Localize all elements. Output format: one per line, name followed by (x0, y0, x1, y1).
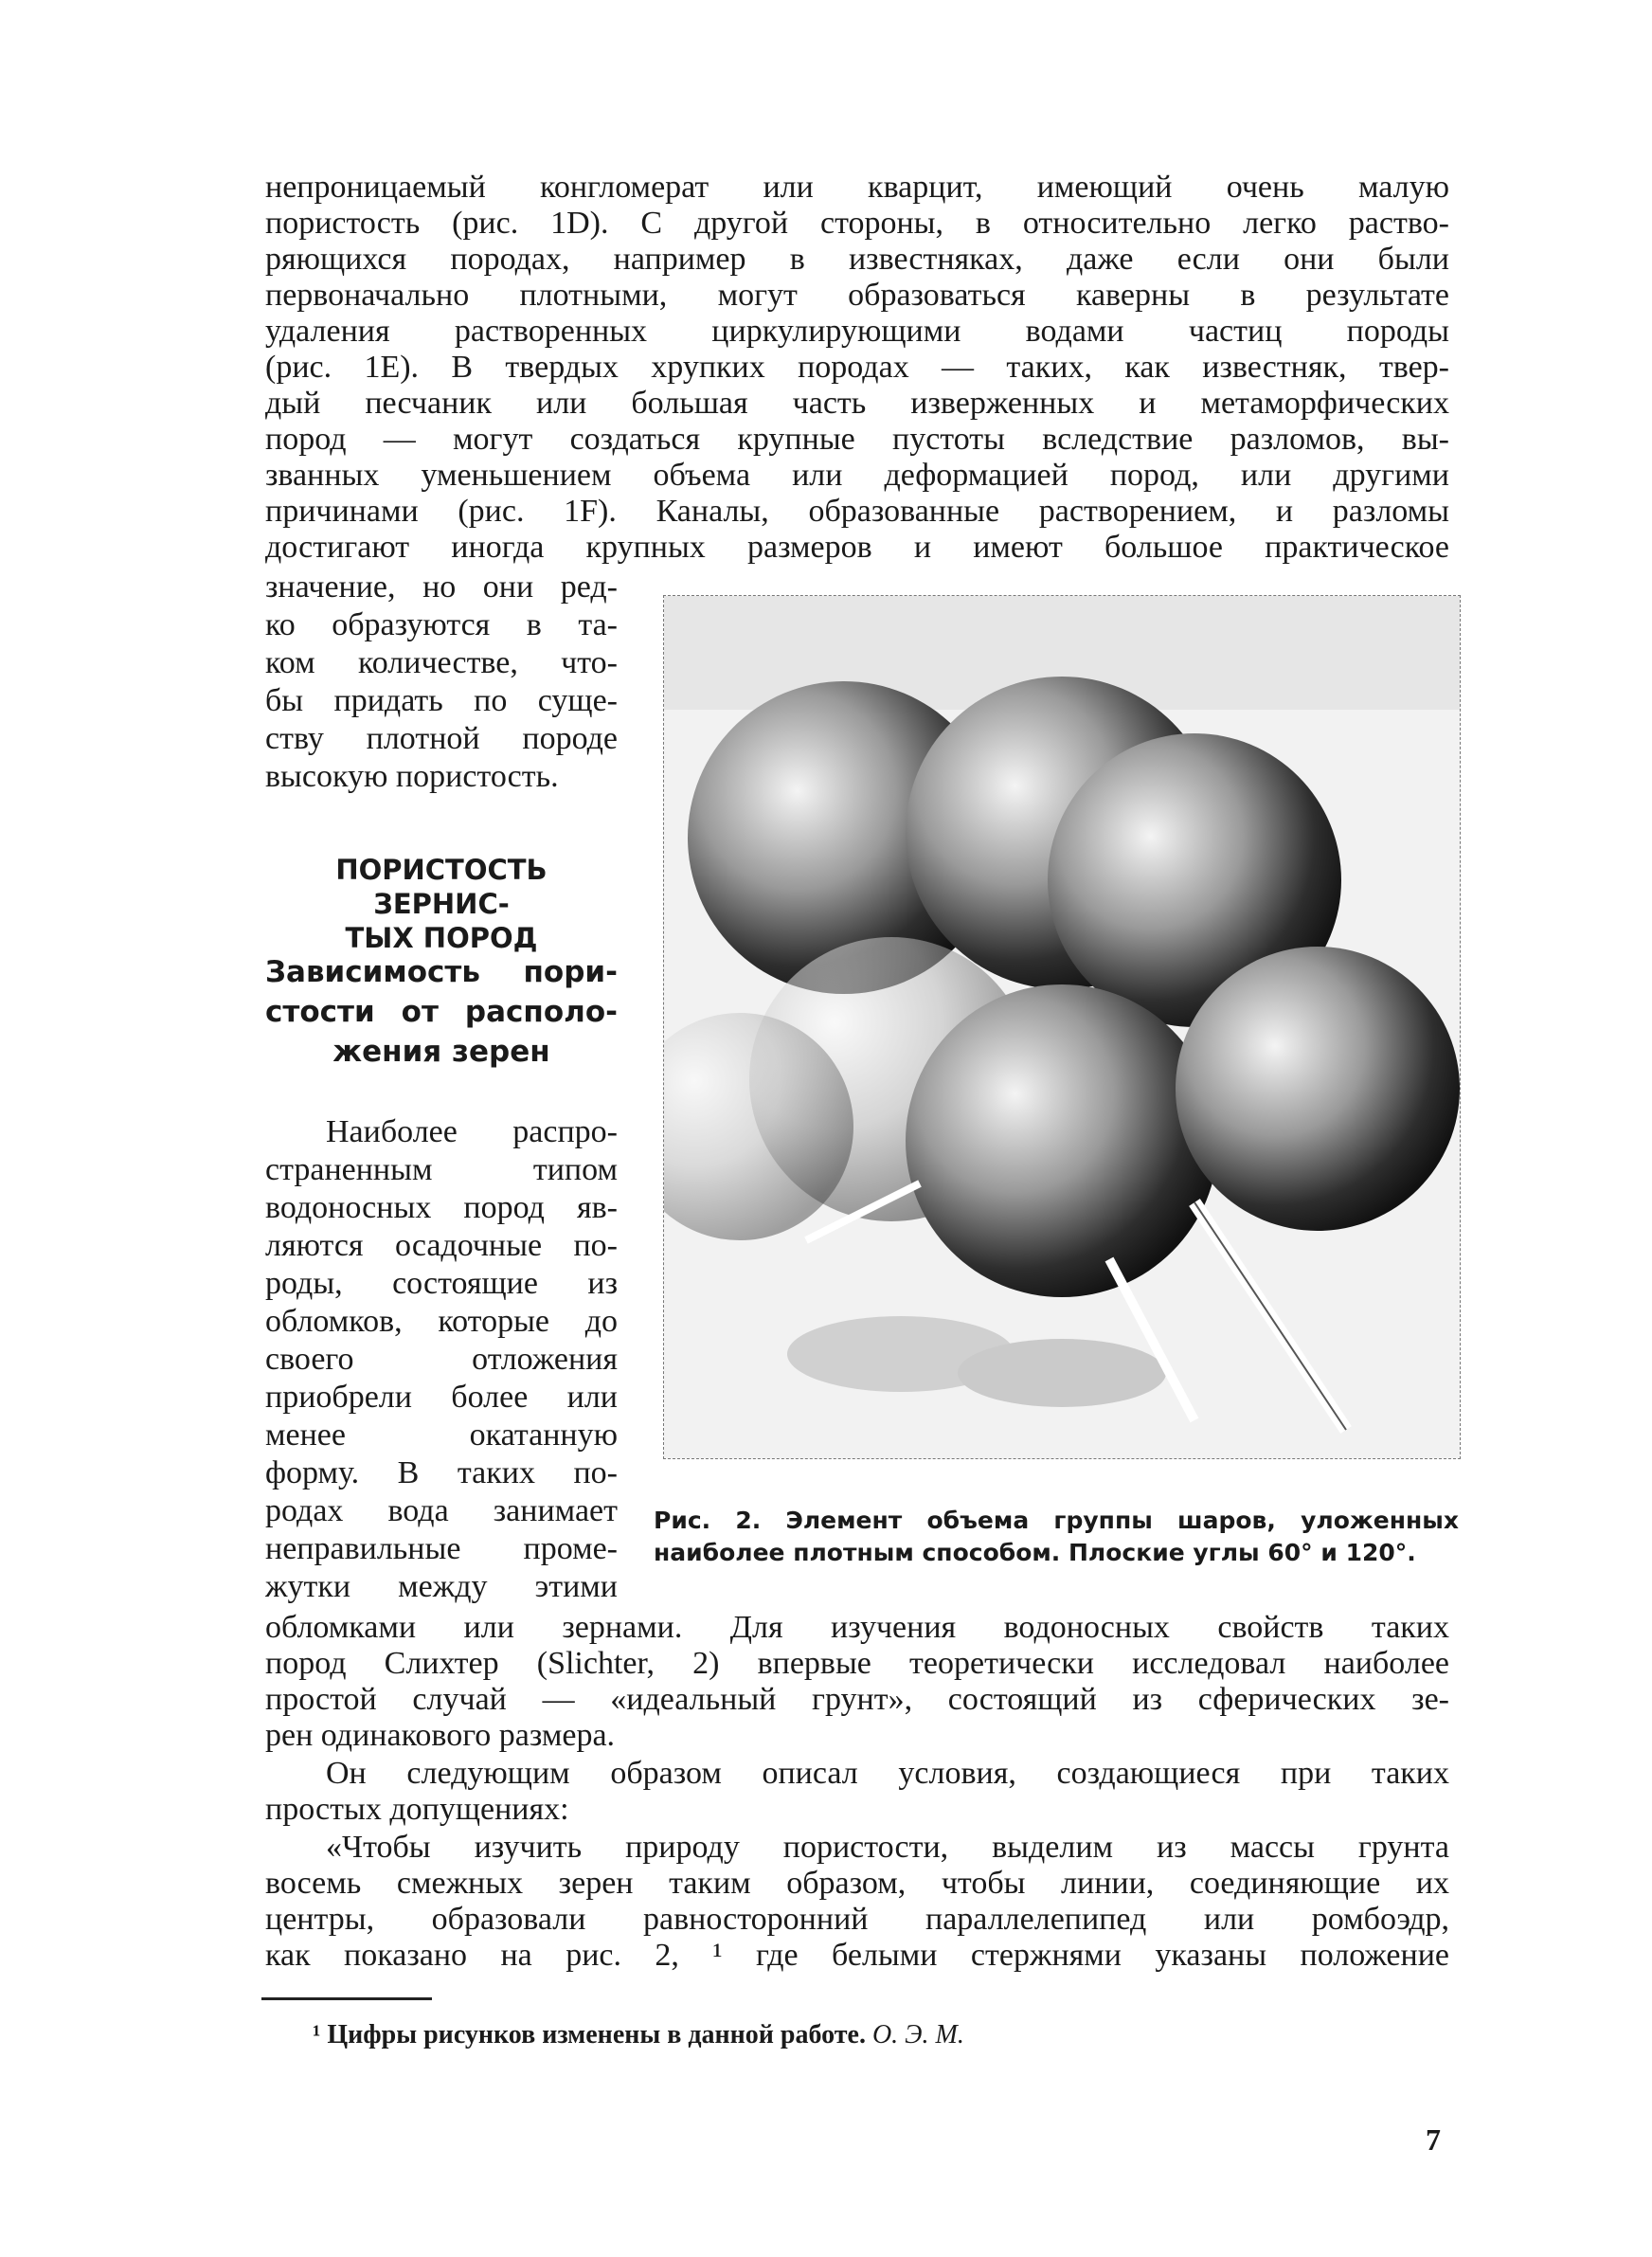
spheres-illustration (664, 596, 1460, 1458)
text-line: пористость (рис. 1D). С другой стороны, в относительно легко раство- (265, 206, 1449, 241)
text-line: «Чтобы изучить природу пористости, выделим из массы грунта (326, 1830, 1449, 1865)
text-line: значение, но они ред- (265, 569, 618, 605)
sphere (906, 984, 1218, 1297)
text-line: ряющихся породах, например в известняках, даже если они были (265, 242, 1449, 277)
text-line: форму. В таких по- (265, 1455, 618, 1490)
text-line: Он следующим образом описал условия, создающиеся при таких (326, 1756, 1449, 1791)
footnote-author: О. Э. М. (871, 2020, 964, 2049)
text-line: достигают иногда крупных размеров и имеют большое практическое (265, 530, 1449, 565)
text-line: (рис. 1E). В твердых хрупких породах — таких, как известняк, твер- (265, 350, 1449, 385)
text-line: менее окатанную (265, 1417, 618, 1453)
subsection-heading (265, 952, 618, 1072)
figure-caption (654, 1505, 1459, 1569)
text-line: рен одинакового размера. (265, 1718, 616, 1753)
text-line: пород Слихтер (Slichter, 2) впервые теоретически исследовал наиболее (265, 1646, 1449, 1681)
sphere (1176, 947, 1460, 1231)
figure-spheres-photo (663, 595, 1461, 1459)
caption-line: наиболее плотным способом. Плоские углы 60° и 120°. (654, 1539, 1416, 1566)
text-line: первоначально плотными, могут образоваться каверны в результате (265, 278, 1449, 313)
text-line: ком количестве, что- (265, 645, 618, 680)
heading-line: ТЫХ ПОРОД (345, 922, 538, 954)
text-line: центры, образовали равносторонний параллелепипед или ромбоэдр, (265, 1902, 1449, 1937)
text-line: роды, состоящие из (265, 1266, 618, 1301)
heading-line: жения зерен (332, 1035, 550, 1069)
text-line: обломками или зернами. Для изучения водоносных свойств таких (265, 1610, 1449, 1645)
text-line: ству плотной породе (265, 721, 618, 756)
text-line: дый песчаник или большая часть изверженных и метаморфических (265, 386, 1449, 421)
text-line: ляются осадочные по- (265, 1228, 618, 1263)
heading-line: ПОРИСТОСТЬ ЗЕРНИС- (335, 854, 548, 920)
text-line: причинами (рис. 1F). Каналы, образованные растворением, и разломы (265, 494, 1449, 529)
text-line: ко образуются в та- (265, 607, 618, 642)
section-heading (265, 853, 618, 955)
footnote-divider (261, 1997, 432, 2000)
text-line: непроницаемый конгломерат или кварцит, имеющий очень малую (265, 170, 1449, 205)
text-line: неправильные проме- (265, 1531, 618, 1566)
text-line: простой случай — «идеальный грунт», состоящий из сферических зе- (265, 1682, 1449, 1717)
text-line: как показано на рис. 2, ¹ где белыми стержнями указаны положение (265, 1938, 1449, 1973)
text-line: жутки между этими (265, 1569, 618, 1604)
text-line: удаления растворенных циркулирующими водами частиц породы (265, 314, 1449, 349)
footnote-text: ¹ Цифры рисунков изменены в данной работе. (313, 2020, 866, 2049)
heading-line: Зависимость пори- (265, 955, 618, 989)
text-line: Наиболее распро- (326, 1114, 618, 1149)
text-line: пород — могут создаться крупные пустоты вследствие разломов, вы- (265, 422, 1449, 457)
text-line: родах вода занимает (265, 1493, 618, 1528)
footnote (313, 2018, 964, 2052)
text-line: простых допущениях: (265, 1792, 569, 1827)
text-line: своего отложения (265, 1342, 618, 1377)
text-line: восемь смежных зерен таким образом, чтобы линии, соединяющие их (265, 1866, 1449, 1901)
text-line: высокую пористость. (265, 759, 559, 794)
page-number: 7 (1426, 2122, 1441, 2157)
caption-line: Рис. 2. Элемент объема группы шаров, уложенных (654, 1507, 1459, 1534)
text-line: званных уменьшением объема или деформацией пород, или другими (265, 458, 1449, 493)
text-line: бы придать по суще- (265, 683, 618, 718)
heading-line: стости от располо- (265, 995, 618, 1029)
text-line: водоносных пород яв- (265, 1190, 618, 1225)
text-line: приобрели более или (265, 1380, 618, 1415)
text-line: страненным типом (265, 1152, 618, 1187)
text-line: обломков, которые до (265, 1304, 618, 1339)
